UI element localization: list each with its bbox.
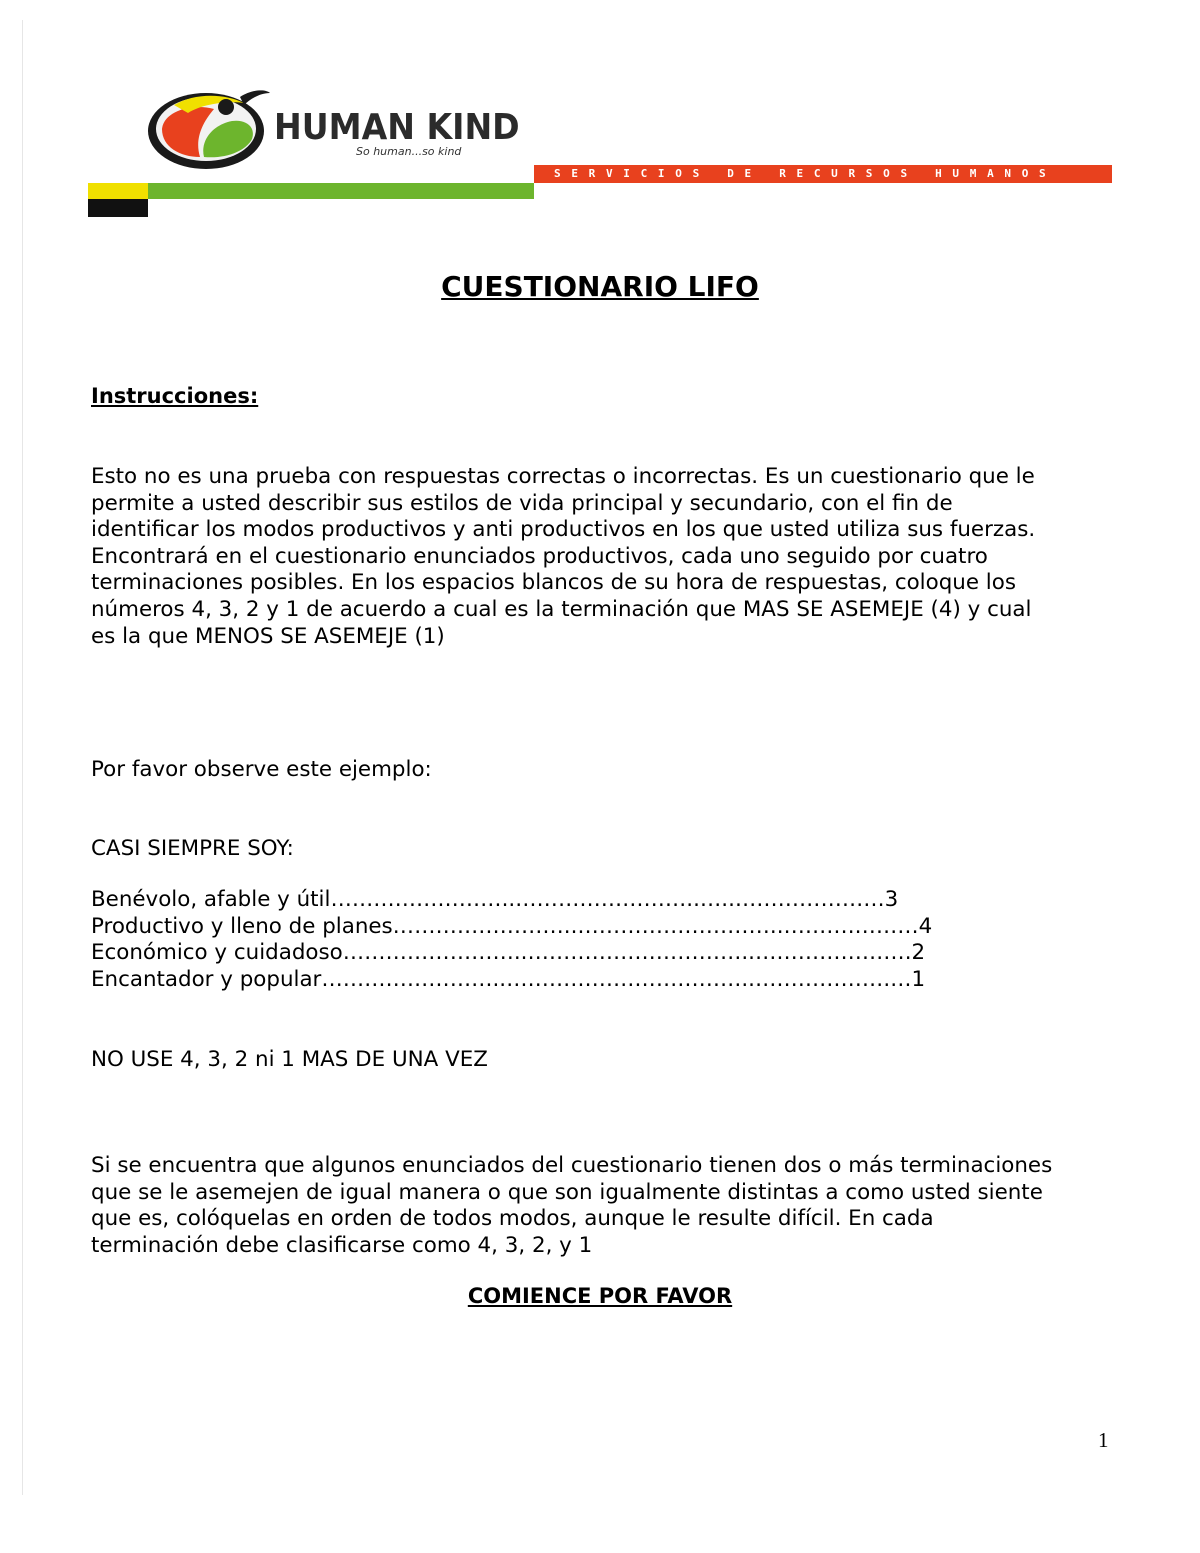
example-item: Económico y cuidadoso……………………..…………………………..………………….2 bbox=[91, 940, 926, 966]
instructions-line: identificar los modos productivos y anti productivos en los que usted utiliza sus fuerzas. bbox=[91, 517, 1036, 543]
closing-line: Si se encuentra que algunos enunciados del cuestionario tienen dos o más terminaciones bbox=[91, 1153, 1053, 1178]
no-use-note: NO USE 4, 3, 2 ni 1 MAS DE UNA VEZ bbox=[91, 1047, 488, 1072]
begin-heading: COMIENCE POR FAVOR bbox=[467, 1284, 733, 1308]
banner-text: SERVICIOS DE RECURSOS HUMANOS bbox=[554, 167, 1057, 180]
example-item: Productivo y lleno de planes……………………..………………………..……….………4 bbox=[91, 913, 933, 939]
green-bar bbox=[148, 183, 534, 199]
closing-line: que se le asemejen de igual manera o que son igualmente distintas a como usted siente bbox=[91, 1179, 1043, 1205]
page-number: 1 bbox=[1098, 1428, 1109, 1452]
example-intro: Por favor observe este ejemplo: bbox=[91, 757, 432, 782]
closing-paragraph bbox=[91, 1153, 1151, 1259]
instructions-heading: Instrucciones: bbox=[91, 384, 259, 408]
human-kind-logo-icon bbox=[144, 85, 274, 175]
instructions-line: números 4, 3, 2 y 1 de acuerdo a cual es la terminación que MAS SE ASEMEJE (4) y cual bbox=[91, 596, 1032, 622]
instructions-line: Esto no es una prueba con respuestas correctas o incorrectas. Es un cuestionario que le bbox=[91, 464, 1035, 489]
black-bar bbox=[88, 199, 148, 217]
instructions-line: Encontrará en el cuestionario enunciados productivos, cada uno seguido por cuatro bbox=[91, 543, 988, 569]
example-list bbox=[91, 887, 932, 993]
orange-bar bbox=[534, 165, 1112, 183]
instructions-line: terminaciones posibles. En los espacios blancos de su hora de respuestas, coloque los bbox=[91, 570, 1016, 596]
instructions-line: permite a usted describir sus estilos de vida principal y secundario, con el fin de bbox=[91, 490, 953, 516]
closing-line: terminación debe clasificarse como 4, 3, 2, y 1 bbox=[91, 1232, 593, 1258]
brand-tagline: So human...so kind bbox=[356, 145, 462, 158]
page-edge bbox=[22, 20, 23, 1495]
document-title: CUESTIONARIO LIFO bbox=[441, 270, 759, 303]
instructions-line: es la que MENOS SE ASEMEJE (1) bbox=[91, 623, 445, 649]
example-item: Encantador y popular……………………..……………………………..……………….…1 bbox=[91, 966, 926, 992]
example-heading: CASI SIEMPRE SOY: bbox=[91, 836, 294, 861]
example-item: Benévolo, afable y útil……………………..……………………..…..…………………3 bbox=[91, 887, 899, 912]
instructions-paragraph bbox=[91, 464, 1131, 650]
closing-line: que es, colóquelas en orden de todos modos, aunque le resulte difícil. En cada bbox=[91, 1206, 934, 1232]
yellow-bar bbox=[88, 183, 148, 199]
header-banner bbox=[88, 85, 1112, 220]
brand-name: HUMAN KIND bbox=[274, 107, 520, 148]
